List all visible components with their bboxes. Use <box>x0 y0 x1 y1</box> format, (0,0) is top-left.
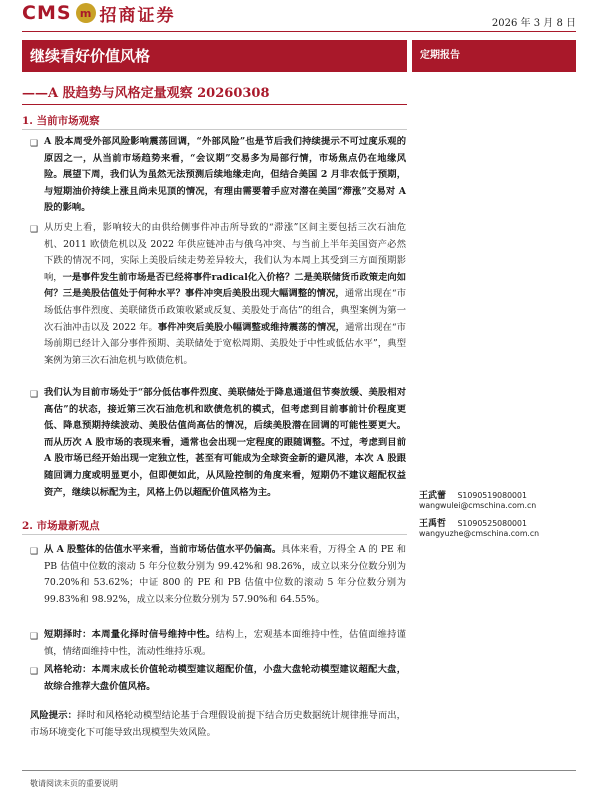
risk-warning: 风险提示：择时和风格轮动模型结论基于合理假设前提下结合历史数据统计规律推导而出，市场环境变化下可能导致出现模型失效风险。 <box>30 710 406 738</box>
bullet-icon: ❑ <box>30 390 39 400</box>
bullet-icon: ❑ <box>30 547 39 557</box>
footer-note: 敬请阅读末页的重要说明 <box>30 779 118 788</box>
author-email[interactable]: wangyuzhe@cmschina.com.cn <box>419 529 540 538</box>
report-type-label: 定期报告 <box>412 40 576 72</box>
paragraph-timing: 短期择时：本周量化择时信号维持中性。结构上，宏观基本面维持中性，估值面维持谨慎，情绪面维持中性，流动性维持乐观。 <box>44 629 406 657</box>
paragraph-valuation: 从 A 股整体的估值水平来看，当前市场估值水平仍偏高。具体来看，万得全 A 的 PE 和 PB 估值中位数的滚动 5 年分位数分别为 99.42%和 98.26%，成立以来分位数分别为 70.20%和 53.62%；中证 800 的 PE 和 PB 估值中位数的滚动 5 年分位数分别为 99.83%和 98.92%，成立以来分位数分别为 57.90%和 64.55%。 <box>44 544 407 605</box>
report-date: 2026 年 3 月 8 日 <box>491 18 576 29</box>
header-divider <box>22 31 576 32</box>
author-2 <box>419 516 539 538</box>
bullet-icon: ❑ <box>30 225 39 235</box>
author-name: 王禹哲 <box>419 519 447 529</box>
paragraph-current-view: 我们认为目前市场处于“部分低估事件烈度、美联储处于降息通道但节奏放缓、美股相对高估”的状态，接近第三次石油危机和欧债危机的模式，但考虑到目前事前计价程度更低、降息预期持续波动、美股估值尚高估的情况，后续美股潜在回调的可能性要更大。而从历次 A 股市场的表现来看，通常也会出现一定程度的跟随调整。不过，考虑到目前 A 股市场已经开始出现一定独立性，甚至有可能成为全球资金新的避风港，本次 A 股跟随回调力度或明显更小，但即便如此，从风险控制的角度来看，短期仍不建议超配权益资产，继续以标配为主，风格上仍以超配价值风格为主。 <box>44 387 406 498</box>
section-heading-latest-views: 2. 市场最新观点 <box>22 520 100 532</box>
report-subtitle: ——A 股趋势与风格定量观察 20260308 <box>22 86 270 101</box>
section-divider <box>22 129 407 130</box>
author-name: 王武蕾 <box>419 491 447 501</box>
author-1 <box>419 488 536 510</box>
logo-chinese: 招商证券 <box>99 5 176 26</box>
brand-logo <box>22 0 176 26</box>
author-id: S1090525080001 <box>457 519 527 528</box>
paragraph-style-rotation: 风格轮动：本周末成长价值轮动模型建议超配价值，小盘大盘轮动模型建议超配大盘，故综合推荐大盘价值风格。 <box>44 664 406 692</box>
logo-latin: CMS <box>22 2 72 24</box>
paragraph-historical-stagflation: 从历史上看，影响较大的由供给侧事件冲击所导致的“滞涨”区间主要包括三次石油危机、2011 欧债危机以及 2022 年供应链冲击与俄乌冲突、与当前上半年美国资产必然下跌的情况不同，实际上美股后续走势差异较大，我们认为本周上其受到三方面预期影响，一是事件发生前市场是否已经将事件radical化入价格？二是美联储货币政策走向如何？三是美股估值处于何种水平？事件冲突后美股出现大幅调整的情况，通常出现在“市场低估事件烈度、美联储货币政策收紧或反复、美股处于高估”的组合，典型案例为第一次石油冲击以及 2022 年。事件冲突后美股小幅调整或维持震荡的情况，通常出现在“市场前期已经计入部分事件预期、美联储处于宽松周期、美股处于中性或低估水平”，典型案例为第三次石油危机与欧债危机。 <box>44 222 406 366</box>
footer-divider <box>22 770 576 771</box>
bullet-icon: ❑ <box>30 632 39 642</box>
bullet-icon: ❑ <box>30 667 39 677</box>
report-title: 继续看好价值风格 <box>22 40 407 72</box>
author-email[interactable]: wangwulei@cmschina.com.cn <box>419 501 537 510</box>
section-heading-market-observation: 1. 当前市场观察 <box>22 115 100 127</box>
logo-mark-icon: m <box>76 3 96 23</box>
section-divider <box>22 534 407 535</box>
paragraph-weekly-summary: A 股本周受外部风险影响震荡回调，“外部风险”也是节后我们持续提示不可过度乐观的原因之一，从当前市场趋势来看，“会议期”交易多为局部行情，市场焦点仍在地缘风险。展望下周，我们认为虽然无法预测后续地缘走向，但结合美国 2 月非农低于预期，与短期油价持续上涨且尚未见顶的情况，有理由需要着手应对潜在美国“滞涨”交易对 A 股的影响。 <box>44 136 406 214</box>
author-id: S1090519080001 <box>457 491 527 500</box>
bullet-icon: ❑ <box>30 139 39 149</box>
subtitle-divider <box>22 104 407 105</box>
